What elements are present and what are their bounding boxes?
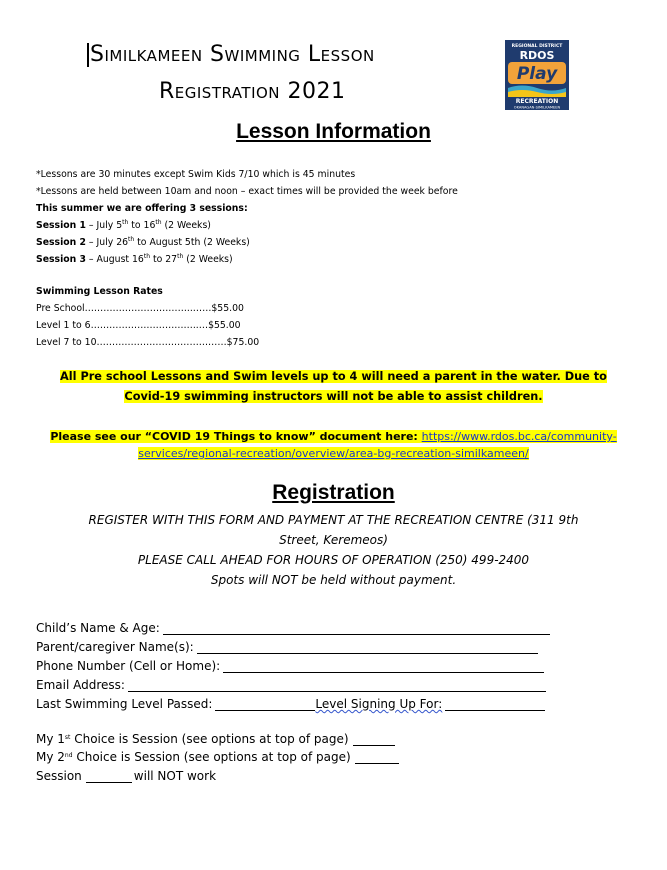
text-cursor: [87, 43, 89, 67]
logo-sub: RECREATION: [515, 98, 559, 105]
first-choice-field[interactable]: [353, 733, 395, 746]
last-level-field[interactable]: [215, 698, 315, 711]
session-row: Session 2 – July 26th to August 5th (2 Weeks): [36, 236, 250, 248]
rate-row: Level 7 to 10……………………………………$75.00: [36, 337, 260, 348]
parent-notice-line-2: Covid-19 swimming instructors will not be able to assist children.: [124, 390, 543, 403]
lesson-info-heading: Lesson Information: [236, 120, 431, 143]
register-line-4: Spots will NOT be held without payment.: [210, 573, 457, 587]
second-choice-field[interactable]: [355, 751, 399, 764]
covid-notice-text: Please see our “COVID 19 Things to know” document here:: [50, 430, 418, 443]
signing-up-label: Level Signing Up For:: [315, 697, 443, 711]
covid-link-continued[interactable]: services/regional-recreation/overview/area-bg-recreation-similkameen/: [138, 447, 529, 460]
covid-notice: [0, 428, 667, 462]
lesson-notes: [36, 166, 458, 268]
child-name-label: Child’s Name & Age:: [36, 621, 160, 635]
session-row: Session 3 – August 16th to 27th (2 Weeks): [36, 253, 233, 265]
registration-heading: Registration: [272, 481, 395, 504]
phone-field[interactable]: [223, 660, 544, 673]
first-choice-label: My 1st Choice is Session (see options at top of page): [36, 732, 349, 746]
registration-instructions: [50, 510, 617, 590]
last-level-label: Last Swimming Level Passed:: [36, 697, 213, 711]
register-line-3: PLEASE CALL AHEAD FOR HOURS OF OPERATION (250) 499-2400: [137, 553, 530, 567]
note-times: *Lessons are held between 10am and noon – exact times will be provided the week before: [36, 186, 458, 197]
rates-table: [36, 283, 259, 351]
sessions-intro: This summer we are offering 3 sessions:: [36, 203, 248, 214]
parent-notice-line-1: All Pre school Lessons and Swim levels up to 4 will need a parent in the water. Due to: [60, 370, 607, 383]
parent-name-row: [36, 636, 538, 654]
session-not-work-label: Session: [36, 769, 82, 783]
logo-top-text: REGIONAL DISTRICT: [511, 44, 563, 49]
logo-bottom-text: OKANAGAN-SIMILKAMEEN: [513, 105, 561, 110]
session-not-work-field[interactable]: [86, 770, 132, 783]
title-line-2: Registration 2021: [159, 79, 346, 104]
first-choice-row: [36, 728, 395, 746]
second-choice-label: My 2nd Choice is Session (see options at top of page): [36, 750, 351, 764]
rdos-play-logo: [505, 40, 569, 110]
session-row: Session 1 – July 5th to 16th (2 Weeks): [36, 219, 211, 231]
register-line-1: REGISTER WITH THIS FORM AND PAYMENT AT THE RECREATION CENTRE (311 9th: [88, 513, 579, 527]
covid-link[interactable]: https://www.rdos.bc.ca/community-: [421, 430, 617, 443]
rates-heading: Swimming Lesson Rates: [36, 286, 163, 297]
logo-brand: RDOS: [519, 49, 555, 62]
signing-up-field[interactable]: [445, 698, 545, 711]
note-duration: *Lessons are 30 minutes except Swim Kids 7/10 which is 45 minutes: [36, 169, 356, 180]
email-row: [36, 674, 546, 692]
second-choice-row: [36, 746, 399, 764]
session-not-work-suffix: will NOT work: [133, 769, 217, 783]
email-field[interactable]: [128, 679, 546, 692]
logo-play: Play: [516, 64, 558, 84]
parent-name-field[interactable]: [197, 641, 538, 654]
child-name-field[interactable]: [163, 622, 550, 635]
email-label: Email Address:: [36, 678, 125, 692]
register-line-2: Street, Keremeos): [279, 533, 388, 547]
level-row: [36, 693, 545, 711]
parent-name-label: Parent/caregiver Name(s):: [36, 640, 194, 654]
phone-row: [36, 655, 544, 673]
rate-row: Level 1 to 6……………………………..…$55.00: [36, 320, 241, 331]
parent-notice: [0, 367, 667, 407]
session-not-work-row: [36, 765, 216, 783]
phone-label: Phone Number (Cell or Home):: [36, 659, 221, 673]
title-line-1: Similkameen Swimming Lesson: [90, 42, 375, 67]
rate-row: Pre School……………………………..……$55.00: [36, 303, 244, 314]
child-name-row: [36, 617, 550, 635]
